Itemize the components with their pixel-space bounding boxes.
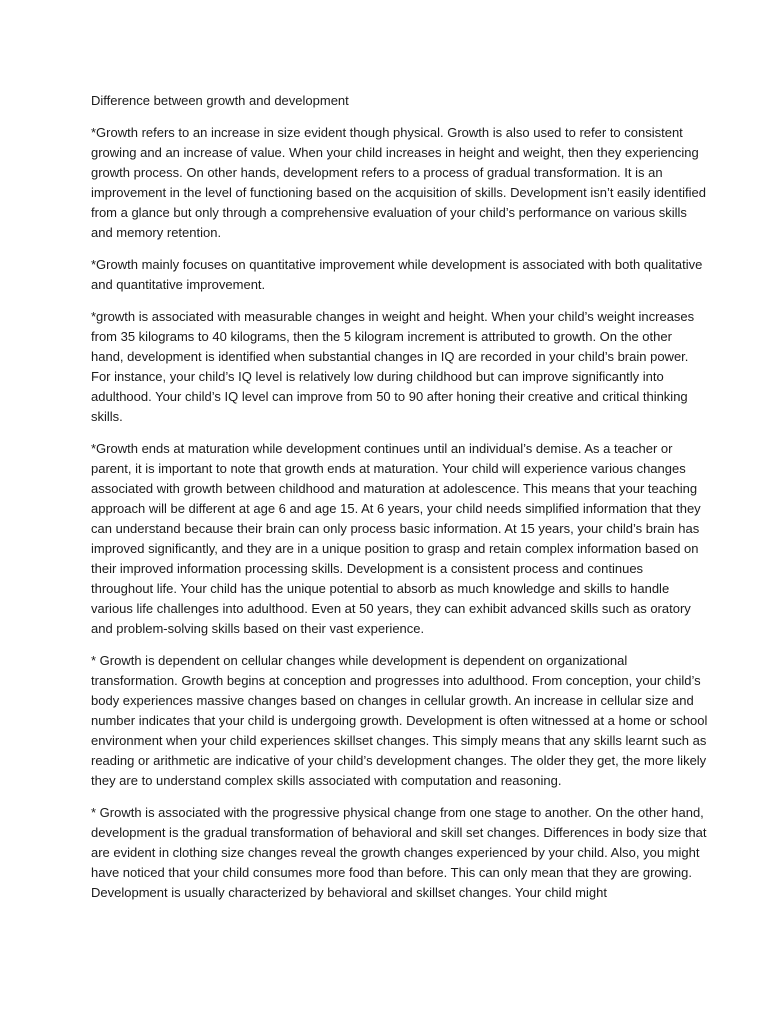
paragraph-growth-definition: *Growth refers to an increase in size evident though physical. Growth is also used to refer to consistent growing and an increase of value. When your child increases in height and weight, then they experiencing growth process. On other hands, development refers to a process of gradual transformation. It is an improvement in the level of functioning based on the acquisition of skills. Development isn’t easily identified from a glance but only through a comprehensive evaluation of your child’s performance on various skills and memory retention. bbox=[91, 125, 706, 240]
document-title: Difference between growth and development bbox=[91, 93, 349, 108]
paragraph-cellular-changes: * Growth is dependent on cellular changes while development is dependent on organizational transformation. Growth begins at conception and progresses into adulthood. From conception, your child’s body experiences massive changes based on changes in cellular growth. An increase in cellular size and number indicates that your child is undergoing growth. Development is often witnessed at a home or school environment when your child experiences skillset changes. This simply means that any skills learnt such as reading or arithmetic are indicative of your child’s development changes. The older they get, the more likely they are to understand complex skills associated with computation and reasoning. bbox=[91, 653, 708, 788]
paragraph-maturation: *Growth ends at maturation while development continues until an individual’s demise. As a teacher or parent, it is important to note that growth ends at maturation. Your child will experience various changes associated with growth between childhood and maturation at adolescence. This means that your teaching approach will be different at age 6 and age 15. At 6 years, your child needs simplified information that they can understand because their brain can only process basic information. At 15 years, your child’s brain has improved significantly, and they are in a unique position to grasp and retain complex information based on their improved information processing skills. Development is a consistent process and continues throughout life. Your child has the unique potential to absorb as much knowledge and skills to handle various life challenges into adulthood. Even at 50 years, they can exhibit advanced skills such as oratory and problem-solving skills based on their vast experience. bbox=[91, 441, 701, 636]
paragraph-progressive-change: * Growth is associated with the progressive physical change from one stage to another. On the other hand, development is the gradual transformation of behavioral and skill set changes. Differences in body size that are evident in clothing size changes reveal the growth changes experienced by your child. Also, you might have noticed that your child consumes more food than before. This can only mean that they are growing. Development is usually characterized by behavioral and skillset changes. Your child might bbox=[91, 805, 707, 900]
paragraph-measurable-changes: *growth is associated with measurable changes in weight and height. When your child’s weight increases from 35 kilograms to 40 kilograms, then the 5 kilogram increment is attributed to growth. On the other hand, development is identified when substantial changes in IQ are recorded in your child’s brain power. For instance, your child’s IQ level is relatively low during childhood but can improve significantly into adulthood. Your child’s IQ level can improve from 50 to 90 after honing their creative and critical thinking skills. bbox=[91, 309, 695, 424]
paragraph-quantitative: *Growth mainly focuses on quantitative improvement while development is associated with both qualitative and quantitative improvement. bbox=[91, 257, 703, 292]
